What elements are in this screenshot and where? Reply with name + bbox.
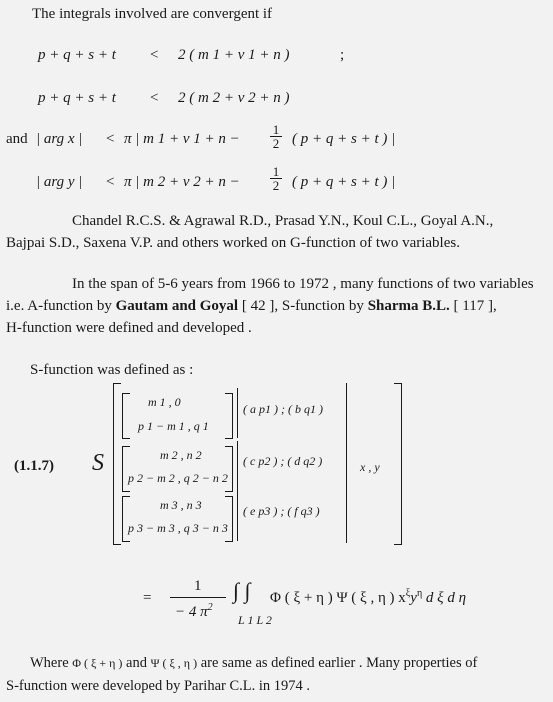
outer-bracket-right	[394, 383, 402, 545]
condition-1-rel: <	[150, 47, 159, 63]
row-1-bracket-right	[225, 393, 233, 439]
integrand	[270, 588, 466, 607]
fraction-denominator: 2	[270, 136, 282, 150]
s-function-intro: S-function was defined as :	[30, 362, 194, 378]
row-3-bracket-right	[225, 496, 233, 542]
condition-4-tail: ( p + q + s + t ) |	[292, 174, 396, 190]
arguments-xy: x , y	[360, 460, 380, 474]
condition-4-lhs: | arg y |	[36, 174, 83, 190]
paragraph-2-line-3: H-function were defined and developed .	[6, 320, 252, 336]
paragraph-1-line-1: Chandel R.C.S. & Agrawal R.D., Prasad Y.N., Koul C.L., Goyal A.N.,	[72, 213, 494, 229]
row-1-top: m 1 , 0	[148, 395, 181, 409]
integral-equals: =	[143, 590, 152, 606]
paragraph-2-line-1: In the span of 5-6 years from 1966 to 1972 , many functions of two variables	[72, 276, 534, 292]
condition-3-mid: π | m 1 + v 1 + n −	[124, 131, 240, 147]
condition-4-mid: π | m 2 + v 2 + n −	[124, 174, 240, 190]
y-exponent: η	[416, 588, 423, 599]
text-run: i.e. A-function by	[6, 298, 116, 314]
condition-2-rel: <	[150, 90, 159, 106]
row-2-params: ( c p2 ) ; ( d q2 )	[243, 454, 323, 468]
integrand-text: Φ ( ξ + η ) Ψ ( ξ , η ) x	[270, 590, 406, 606]
paragraph-1-line-2: Bajpai S.D., Saxena V.P. and others worked on G-function of two variables.	[6, 235, 460, 251]
paragraph-3-line-2: S-function were developed by Parihar C.L. in 1974 .	[6, 678, 311, 694]
integral-limits: L 1 L 2	[238, 613, 272, 627]
condition-1-sep: ;	[340, 47, 345, 63]
condition-3-prefix: and	[6, 131, 28, 147]
fraction-numerator: 1	[272, 164, 280, 179]
condition-2-rhs: 2 ( m 2 + v 2 + n )	[178, 90, 290, 106]
integral-fraction-bar	[170, 597, 226, 598]
differential-text: d ξ d η	[422, 590, 467, 606]
paragraph-3-line-1	[30, 655, 477, 672]
condition-3-rel: <	[106, 131, 115, 147]
row-1-separator	[237, 388, 238, 438]
row-2-bottom: p 2 − m 2 , q 2 − n 2	[128, 471, 228, 485]
row-1-bottom: p 1 − m 1 , q 1	[138, 419, 209, 433]
denominator-power: 2	[207, 602, 213, 613]
row-1-params: ( a p1 ) ; ( b q1 )	[243, 402, 323, 416]
row-2-separator	[237, 441, 238, 491]
row-3-bottom: p 3 − m 3 , q 3 − n 3	[128, 521, 228, 535]
condition-4-fraction	[270, 165, 282, 192]
double-integral-sign: ∫ ∫	[233, 578, 251, 603]
text-run: [ 117 ],	[449, 298, 497, 314]
equation-label: (1.1.7)	[14, 458, 54, 474]
row-3-params: ( e p3 ) ; ( f q3 )	[243, 504, 320, 518]
row-1-bracket-left	[122, 393, 130, 439]
row-2-bracket-right	[225, 446, 233, 492]
text-run: [ 42 ], S-function by	[238, 298, 368, 314]
text-run: Where	[30, 655, 73, 671]
fraction-numerator: 1	[272, 122, 280, 137]
integral-numerator: 1	[194, 578, 202, 594]
condition-1-lhs: p + q + s + t	[38, 47, 116, 63]
row-3-top: m 3 , n 3	[160, 498, 202, 512]
x-exponent: ξ	[405, 588, 411, 599]
author-sharma: Sharma B.L.	[367, 298, 450, 314]
psi-expression: Ψ ( ξ , η )	[150, 656, 198, 670]
fraction-denominator: 2	[270, 178, 282, 192]
condition-1-rhs: 2 ( m 1 + v 1 + n )	[178, 47, 290, 63]
phi-expression: Φ ( ξ + η )	[72, 656, 123, 670]
denominator-text: − 4 π	[175, 604, 208, 620]
condition-2-lhs: p + q + s + t	[38, 90, 116, 106]
condition-3-tail: ( p + q + s + t ) |	[292, 131, 396, 147]
outer-separator-line	[346, 383, 347, 543]
s-symbol: S	[92, 450, 104, 476]
author-gautam-goyal: Gautam and Goyal	[115, 298, 239, 314]
row-3-separator	[237, 491, 238, 541]
condition-3-fraction	[270, 123, 282, 150]
outer-bracket-left	[113, 383, 121, 545]
condition-3-lhs: | arg x |	[36, 131, 83, 147]
integral-denominator	[175, 602, 213, 621]
text-run: are same as defined earlier . Many properties of	[197, 655, 478, 671]
text-run: and	[122, 655, 151, 671]
y-variable: y	[410, 590, 417, 606]
row-2-top: m 2 , n 2	[160, 448, 202, 462]
condition-4-rel: <	[106, 174, 115, 190]
intro-text: The integrals involved are convergent if	[32, 6, 273, 22]
paragraph-2-line-2	[6, 298, 497, 315]
